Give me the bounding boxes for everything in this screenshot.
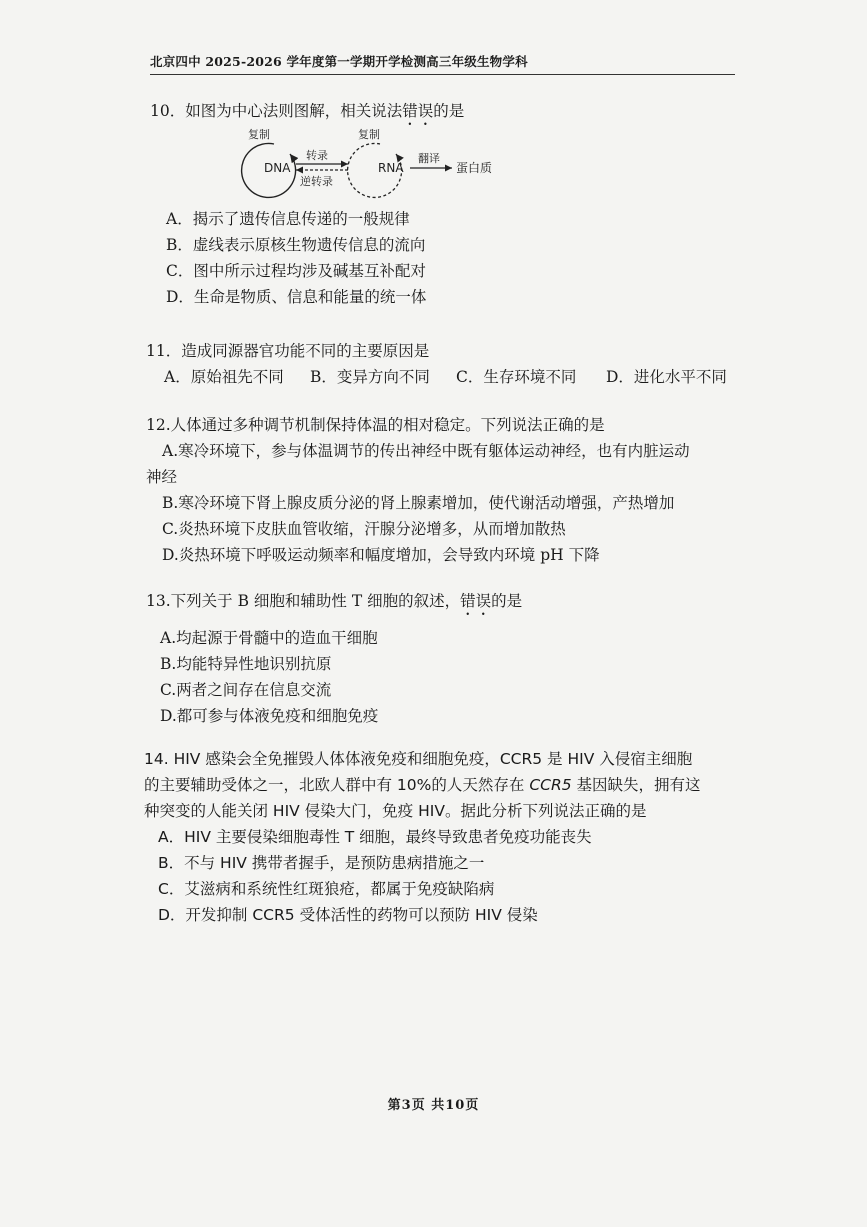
central-dogma-diagram (230, 126, 510, 204)
option-a-cont: 神经 (146, 468, 178, 486)
question-11-stem: 11．造成同源器官功能不同的主要原因是 (146, 342, 430, 360)
option-a: A．原始祖先不同 (164, 368, 284, 386)
question-12-stem: 12.人体通过多种调节机制保持体温的相对稳定。下列说法正确的是 (146, 416, 605, 434)
page-header: 北京四中 2025-2026 学年度第一学期开学检测高三年级生物学科 (150, 52, 735, 75)
option-a: A.寒冷环境下，参与体温调节的传出神经中既有躯体运动神经，也有内脏运动 (162, 442, 690, 460)
question-14-stem-1: 14. HIV 感染会全免摧毁人体体液免疫和细胞免疫，CCR5 是 HIV 入侵宿主细胞 (144, 750, 693, 768)
page-footer: 第3页 共10页 (387, 1098, 480, 1113)
dna-label: DNA (264, 161, 291, 175)
emphasis-wrong: 错误 (460, 592, 492, 610)
reverse-transcription-label: 逆转录 (300, 175, 333, 188)
option-d: D．生命是物质、信息和能量的统一体 (166, 288, 427, 306)
option-d: D.都可参与体液免疫和细胞免疫 (160, 707, 379, 725)
option-c: C．艾滋病和系统性红斑狼疮，都属于免疫缺陷病 (158, 880, 495, 898)
replication-label-rna: 复制 (358, 128, 380, 141)
option-a: A.均起源于骨髓中的造血干细胞 (160, 629, 378, 647)
question-10 (150, 98, 464, 129)
transcription-label: 转录 (306, 149, 328, 162)
option-c: C．生存环境不同 (456, 368, 577, 386)
question-13-stem: 13.下列关于 B 细胞和辅助性 T 细胞的叙述，错误的是 (146, 592, 523, 610)
option-b: B．虚线表示原核生物遗传信息的流向 (166, 236, 426, 254)
option-d: D．开发抑制 CCR5 受体活性的药物可以预防 HIV 侵染 (158, 906, 538, 924)
option-c: C．图中所示过程均涉及碱基互补配对 (166, 262, 426, 280)
option-a: A．揭示了遗传信息传递的一般规律 (166, 210, 410, 228)
rna-label: RNA (378, 161, 404, 175)
option-d: D.炎热环境下呼吸运动频率和幅度增加，会导致内环境 pH 下降 (162, 546, 600, 564)
emphasis-wrong: 错误 (402, 102, 434, 120)
translation-label: 翻译 (418, 152, 440, 165)
option-b: B．变异方向不同 (310, 368, 430, 386)
protein-label: 蛋白质 (456, 161, 493, 175)
option-b: B．不与 HIV 携带者握手，是预防患病措施之一 (158, 854, 485, 872)
question-14 (144, 746, 701, 928)
option-b: B.寒冷环境下肾上腺皮质分泌的肾上腺素增加，使代谢活动增强，产热增加 (162, 494, 675, 512)
question-14-stem-3: 种突变的人能关闭 HIV 侵染大门，免疫 HIV。据此分析下列说法正确的是 (144, 802, 647, 820)
replication-label-dna: 复制 (248, 128, 270, 141)
question-14-stem-2: 的主要辅助受体之一，北欧人群中有 10%的人天然存在 CCR5 基因缺失，拥有这 (144, 776, 701, 794)
option-b: B.均能特异性地识别抗原 (160, 655, 332, 673)
question-13 (146, 588, 522, 729)
question-12 (146, 412, 690, 568)
question-10-stem: 10．如图为中心法则图解，相关说法错误的是 (150, 102, 465, 120)
question-10-options (150, 206, 426, 310)
option-a: A．HIV 主要侵染细胞毒性 T 细胞，最终导致患者免疫功能丧失 (158, 828, 592, 846)
question-11 (146, 338, 429, 364)
option-d: D．进化水平不同 (606, 368, 727, 386)
option-c: C.两者之间存在信息交流 (160, 681, 332, 699)
option-c: C.炎热环境下皮肤血管收缩，汗腺分泌增多，从而增加散热 (162, 520, 566, 538)
